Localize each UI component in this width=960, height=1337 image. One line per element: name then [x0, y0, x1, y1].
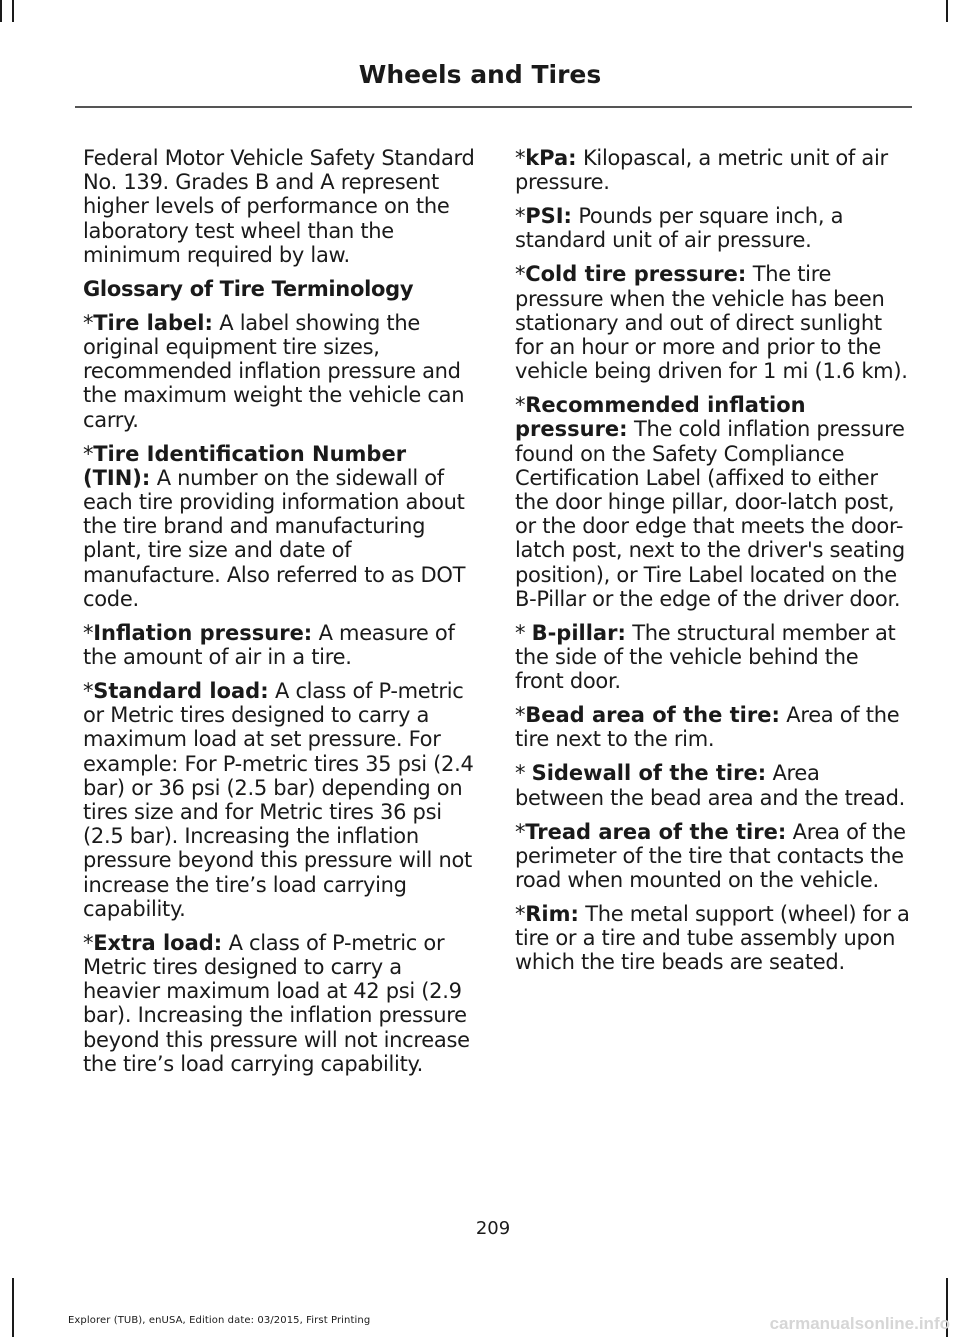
term: Inflation pressure:	[93, 620, 313, 645]
crop-mark-bottom-left	[12, 1278, 14, 1337]
crop-mark-top-right	[946, 0, 948, 22]
definition: The structural member at the side of the vehicle behind the front door.	[515, 620, 896, 694]
glossary-entry-b-pillar: * B-pillar: The structural member at the side of the vehicle behind the front door.	[515, 620, 896, 694]
glossary-entry-cold-tire-pressure: *Cold tire pressure: The tire pressure when the vehicle has been stationary and out of direct sunlight for an hour or more and prior to the vehicle being driven for 1 mi (1.6 km).	[515, 262, 908, 384]
term: PSI:	[525, 204, 572, 229]
term: Recommended inflation pressure:	[515, 393, 806, 442]
term: Tire Identification Number (TIN):	[83, 441, 407, 490]
term: Extra load:	[93, 930, 223, 955]
intro-paragraph: Federal Motor Vehicle Safety Standard No. 139. Grades B and A represent higher levels of performance on the laboratory test wheel than the minimum required by law.	[83, 146, 475, 267]
definition: The metal support (wheel) for a tire or a tire and tube assembly upon which the tire beads are seated.	[515, 902, 910, 975]
term: Standard load:	[93, 679, 269, 704]
definition: The cold inflation pressure found on the Safety Compliance Certification Label (affixed to either the door hinge pillar, door-latch post, or the door edge that meets the door-latch post, next to the driver's seating position), or Tire Label located on the B-Pillar or the edge of the driver door.	[515, 417, 905, 611]
term: Tire label:	[93, 310, 213, 335]
right-column	[515, 146, 910, 984]
glossary-entry-tin: *Tire Identification Number (TIN): A number on the sidewall of each tire providing information about the tire brand and manufacturing plant, tire size and date of manufacture. Also referred to as DOT code.	[83, 441, 466, 611]
glossary-entry-kpa: *kPa: Kilopascal, a metric unit of air pressure.	[515, 146, 888, 195]
glossary-entry-bead-area: *Bead area of the tire: Area of the tire next to the rim.	[515, 703, 900, 752]
edition-footer: Explorer (TUB), enUSA, Edition date: 03/2015, First Printing	[68, 1315, 371, 1326]
glossary-entry-recommended-inflation-pressure: *Recommended inflation pressure: The cold inflation pressure found on the Safety Compliance Certification Label (affixed to either the door hinge pillar, door-latch post, or the door edge that meets the door-latch post, next to the driver's seating position), or Tire Label located on the B-Pillar or the edge of the driver door.	[515, 393, 905, 611]
header-divider	[75, 106, 912, 108]
glossary-heading: Glossary of Tire Terminology	[83, 276, 414, 301]
term: Rim:	[525, 902, 579, 927]
crop-mark-top-left	[0, 0, 2, 22]
glossary-entry-sidewall: * Sidewall of the tire: Area between the bead area and the tread.	[515, 761, 905, 810]
page-number: 209	[475, 1218, 511, 1239]
definition: Area of the tire next to the rim.	[515, 703, 900, 752]
glossary-entry-standard-load: *Standard load: A class of P-metric or Metric tires designed to carry a maximum load at set pressure. For example: For P-metric tires 35 psi (2.4 bar) or 36 psi (2.5 bar) depending on tires size and for Metric tires 36 psi (2.5 bar). Increasing the inflation pressure beyond this pressure will not increase the tire’s load carrying capability.	[83, 679, 474, 921]
definition: A measure of the amount of air in a tire.	[83, 620, 455, 670]
definition: A class of P-metric or Metric tires designed to carry a heavier maximum load at 42 psi (2.9 bar). Increasing the inflation pressure beyond this pressure will not increase the tire’s load carrying capability.	[83, 930, 470, 1076]
left-column	[83, 146, 477, 1086]
definition: Area of the perimeter of the tire that contacts the road when mounted on the vehicle.	[515, 819, 906, 893]
glossary-entry-psi: *PSI: Pounds per square inch, a standard unit of air pressure.	[515, 204, 844, 253]
page-title: Wheels and Tires	[358, 60, 602, 89]
glossary-entry-tire-label: *Tire label: A label showing the original equipment tire sizes, recommended inflation pressure and the maximum weight the vehicle can carry.	[83, 310, 465, 432]
glossary-entry-inflation-pressure: *Inflation pressure: A measure of the amount of air in a tire.	[83, 620, 455, 670]
definition: A label showing the original equipment tire sizes, recommended inflation pressure and the maximum weight the vehicle can carry.	[83, 310, 465, 432]
definition: Kilopascal, a metric unit of air pressure.	[515, 146, 888, 195]
term: Tread area of the tire:	[525, 819, 787, 844]
definition: Pounds per square inch, a standard unit of air pressure.	[515, 204, 844, 253]
definition: A class of P-metric or Metric tires designed to carry a maximum load at set pressure. For example: For P-metric tires 35 psi (2.4 bar) or 36 psi (2.5 bar) depending on tires size and for Metric tires 36 psi (2.5 bar). Increasing the inflation pressure beyond this pressure will not increase the tire’s load carrying capability.	[83, 679, 474, 921]
glossary-entry-extra-load: *Extra load: A class of P-metric or Metric tires designed to carry a heavier maximum load at 42 psi (2.9 bar). Increasing the inflation pressure beyond this pressure will not increase the tire’s load carrying capability.	[83, 930, 470, 1076]
term: Sidewall of the tire:	[531, 761, 767, 786]
term: Cold tire pressure:	[525, 262, 747, 287]
definition: The tire pressure when the vehicle has been stationary and out of direct sunlight for an hour or more and prior to the vehicle being driven for 1 mi (1.6 km).	[515, 262, 908, 384]
glossary-entry-rim: *Rim: The metal support (wheel) for a tire or a tire and tube assembly upon which the tire beads are seated.	[515, 902, 910, 975]
term: B-pillar:	[531, 620, 626, 645]
term: Bead area of the tire:	[525, 703, 780, 728]
watermark[interactable]: carmanualsonline.info	[769, 1314, 950, 1333]
glossary-entry-tread-area: *Tread area of the tire: Area of the perimeter of the tire that contacts the road when mounted on the vehicle.	[515, 819, 906, 893]
definition: A number on the sidewall of each tire providing information about the tire brand and manufacturing plant, tire size and date of manufacture. Also referred to as DOT code.	[83, 465, 466, 611]
definition: Area between the bead area and the tread.	[515, 761, 905, 810]
term: kPa:	[525, 146, 577, 170]
crop-mark-top-left	[12, 0, 14, 22]
